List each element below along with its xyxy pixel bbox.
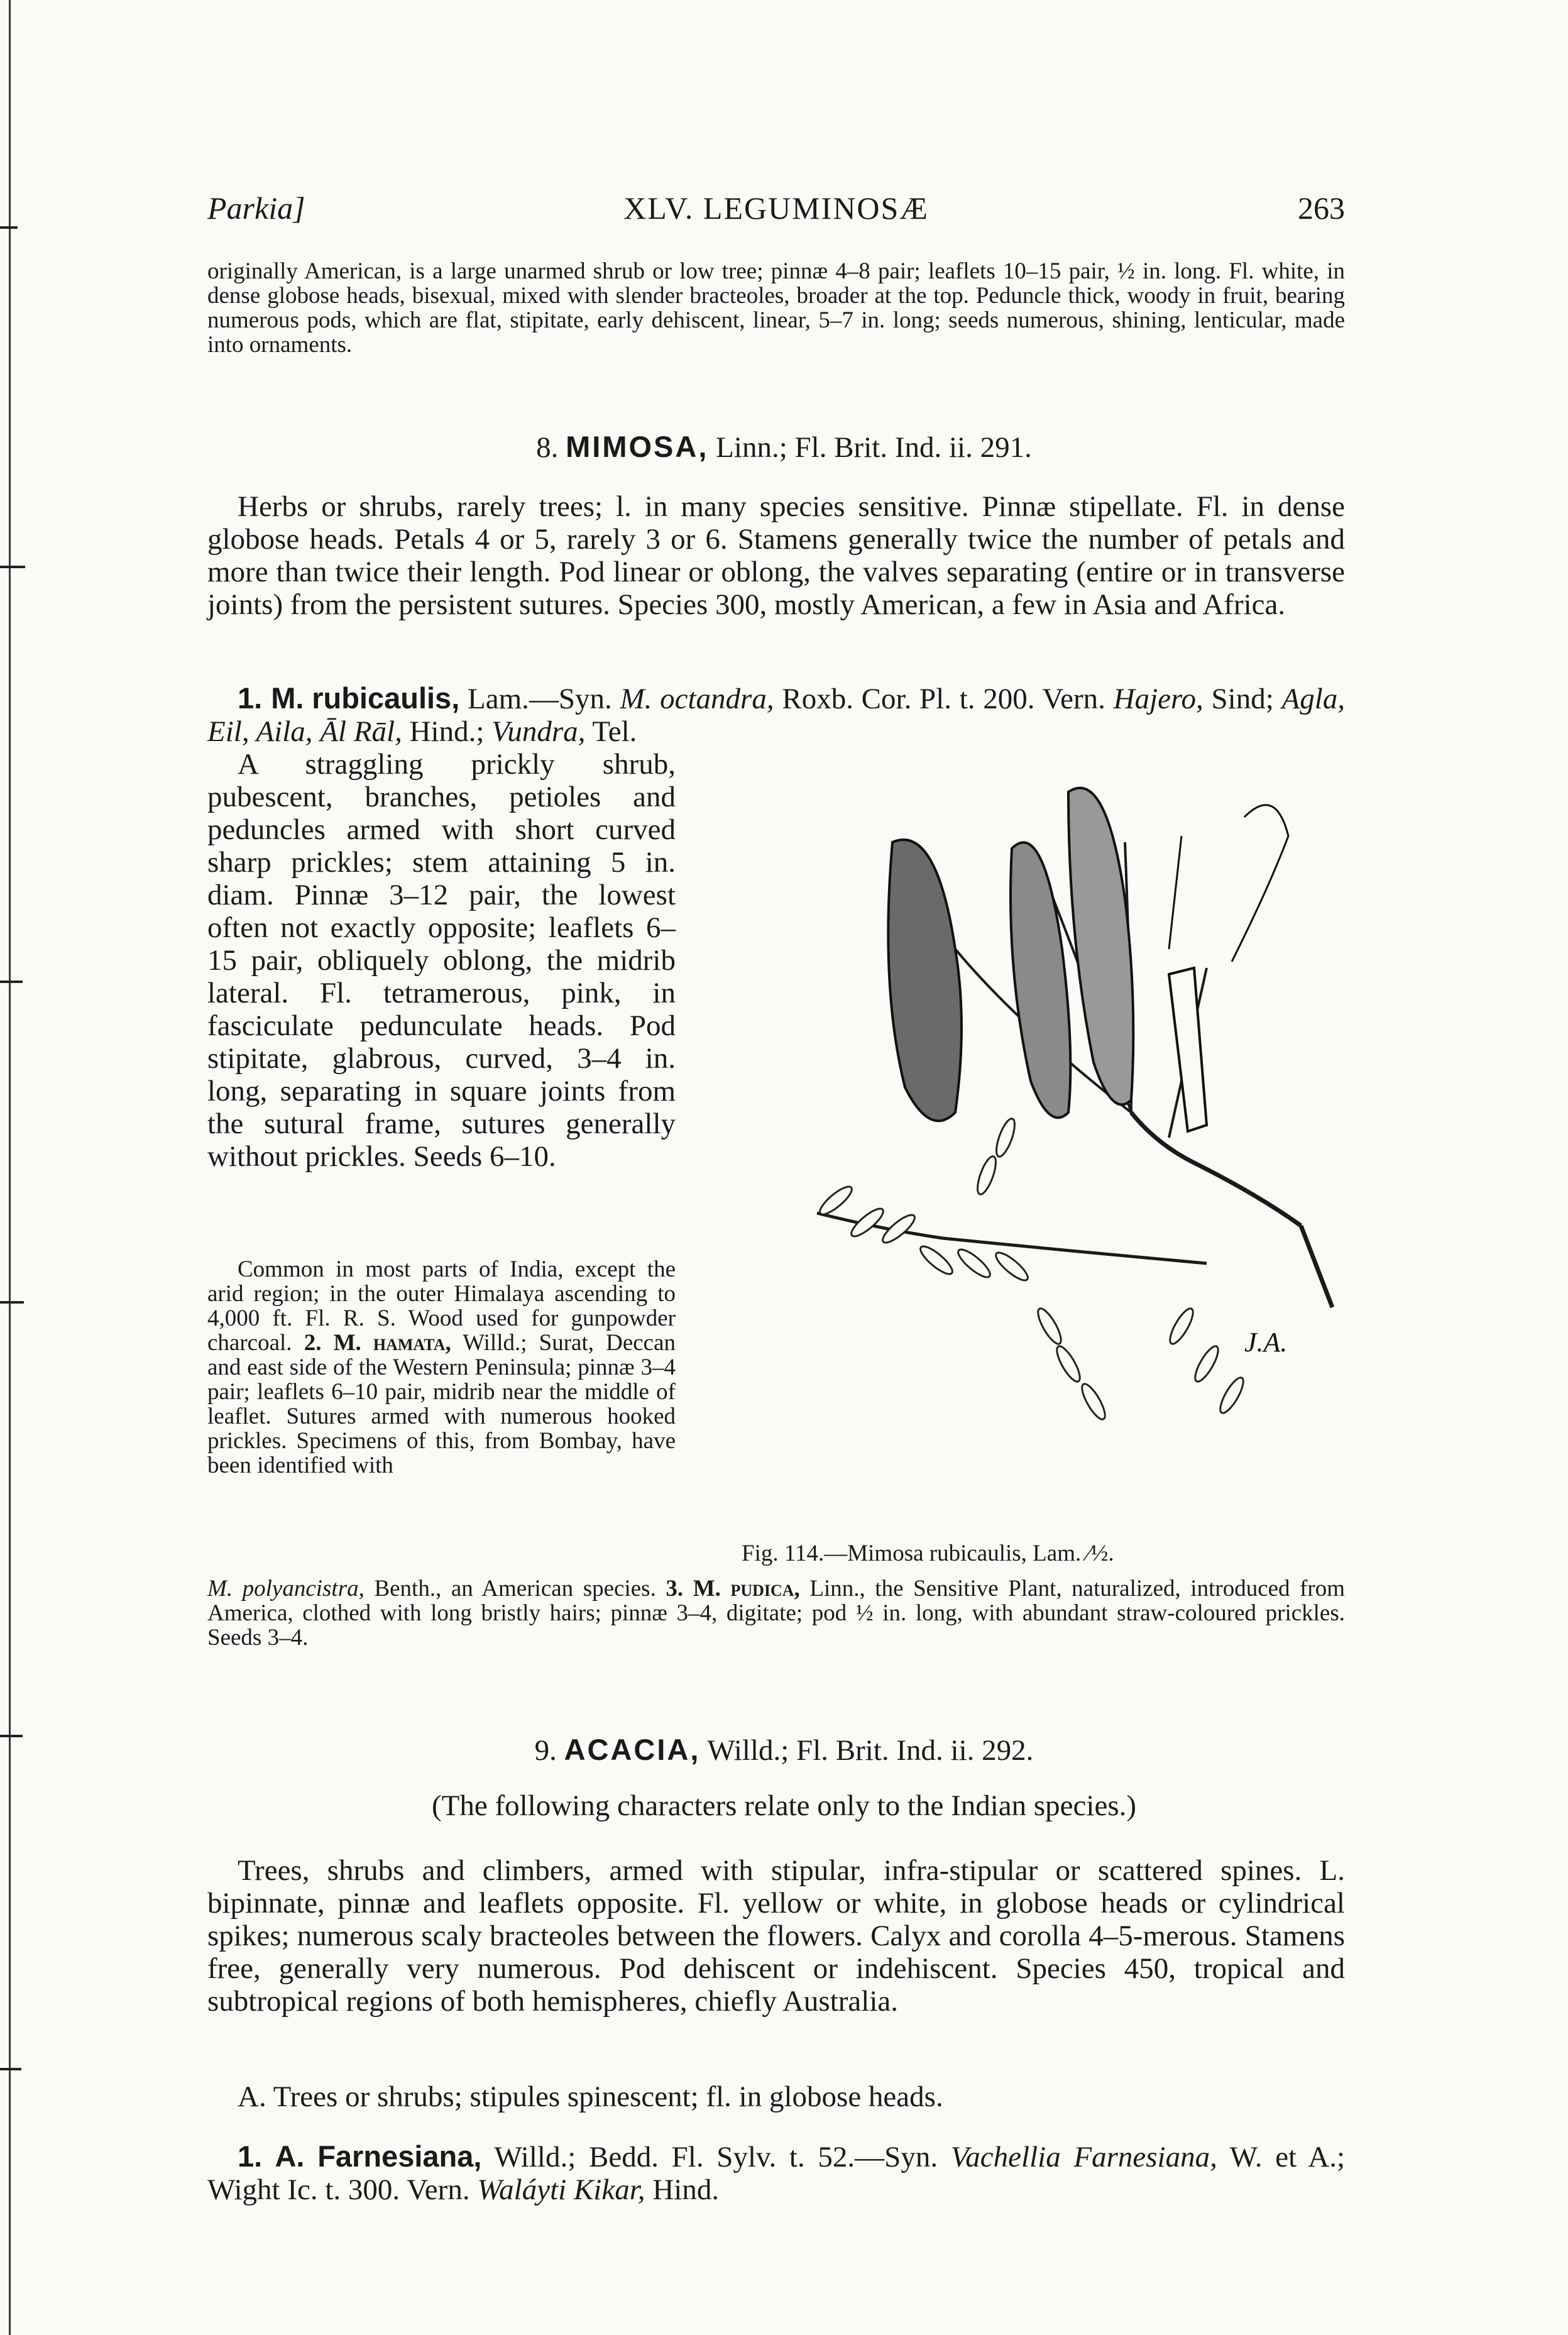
header-section: Parkia] bbox=[207, 190, 305, 226]
intro-paragraph: originally American, is a large unarmed shrub or low tree; pinnæ 4–8 pair; leaflets 10–15 pair, ½ in. long. Fl. white, in dense globose heads, bisexual, mixed with slender bracteoles, broader at the top. Peduncle thick, woody in fruit, bearing numerous pods, which are flat, stipitate, early dehiscent, linear, 5–7 in. long; seeds numerous, shining, lenticular, made into ornaments. bbox=[207, 258, 1345, 358]
acacia-description: Trees, shrubs and climbers, armed with stipular, infra-stipular or scattered spines. L. bipinnate, pinnæ and leaflets opposite. Fl. yellow or white, in globose heads or cylindrical spikes; numerous scaly bracteoles between the flowers. Calyx and corolla 4–5-merous. Stamens free, generally very numerous. Pod dehiscent or indehiscent. Species 450, tropical and subtropical regions of both hemispheres, chiefly Australia. bbox=[207, 1854, 1345, 2018]
leaflet bbox=[955, 1246, 994, 1281]
leaflet bbox=[993, 1117, 1019, 1159]
rubicaulis-notes: Common in most parts of India, except the arid region; in the outer Himalaya ascending to 4,000 ft. Fl. R. S. Wood used for gunpowder charcoal. 2. M. hamata, Willd.; Surat, Deccan and east side of the Western Peninsula; pinnæ 3–4 pair; leaflets 6–10 pair, midrib near the middle of leaflet. Sutures armed with numerous hooked prickles. Specimens of this, from Bombay, have been identified with bbox=[207, 1256, 676, 1478]
mimosa-description: Herbs or shrubs, rarely trees; l. in many species sensitive. Pinnæ stipellate. Fl. in dense globose heads. Petals 4 or 5, rarely 3 or 6. Stamens generally twice the number of petals and more than twice their length. Pod linear or oblong, the valves separating (entire or in transverse joints) from the persistent sutures. Species 300, mostly American, a few in Asia and Africa. bbox=[207, 490, 1345, 621]
leaflet bbox=[1216, 1375, 1247, 1415]
acacia-note: (The following characters relate only to the Indian species.) bbox=[431, 1789, 1137, 1822]
leaflet bbox=[1034, 1305, 1065, 1346]
scan-mark bbox=[0, 226, 18, 229]
rubicaulis-description: A straggling prickly shrub, pubescent, branches, petioles and peduncles armed with short curved sharp prickles; stem attaining 5 in. diam. Pinnæ 3–12 pair, the lowest often not exactly opposite; leaflets 6–15 pair, obliquely oblong, the midrib lateral. Fl. tetramerous, pink, in fasciculate pedunculate heads. Pod stipitate, glabrous, curved, 3–4 in. long, separating in square joints from the sutural frame, sutures generally without prickles. Seeds 6–10. bbox=[207, 748, 676, 1173]
leaflet bbox=[1166, 1305, 1197, 1346]
mimosa-illustration bbox=[691, 761, 1357, 1552]
figure-caption: Fig. 114.—Mimosa rubicaulis, Lam. ⁄½. bbox=[742, 1541, 1114, 1566]
running-header bbox=[207, 190, 1345, 234]
species-heading-rubicaulis: 1. M. rubicaulis, Lam.—Syn. M. octandra, Roxb. Cor. Pl. t. 200. Vern. Hajero, Sind; Agla, Eil, Aila, Āl Rāl, Hind.; Vundra, Tel. bbox=[207, 681, 1346, 748]
detail-sketch bbox=[1169, 836, 1181, 949]
genus-heading-acacia: 9. ACACIA, Willd.; Fl. Brit. Ind. ii. 292. bbox=[534, 1733, 1034, 1767]
seed-pod bbox=[1068, 788, 1133, 1105]
leaflet bbox=[1053, 1343, 1083, 1384]
scan-edge bbox=[9, 0, 11, 2335]
genus-heading-mimosa: 8. MIMOSA, Linn.; Fl. Brit. Ind. ii. 291. bbox=[536, 430, 1032, 464]
leaflet bbox=[974, 1155, 1000, 1197]
detail-sketch bbox=[1232, 805, 1288, 962]
scan-mark bbox=[0, 2068, 21, 2070]
seed-pod bbox=[1011, 842, 1070, 1118]
page-number: 263 bbox=[1298, 190, 1345, 226]
stem-lower bbox=[1301, 1226, 1332, 1307]
acacia-section-a: A. Trees or shrubs; stipules spinescent; fl. in globose heads. bbox=[238, 2080, 943, 2113]
mimosa-other-species: M. polyancistra, Benth., an American species. 3. M. pudica, Linn., the Sensitive Plant, naturalized, introduced from America, clothed with long bristly hairs; pinnæ 3–4, digitate; pod ½ in. long, with abundant straw-coloured prickles. Seeds 3–4. bbox=[207, 1576, 1346, 1651]
leaflet bbox=[1191, 1343, 1222, 1384]
seed-pod bbox=[888, 840, 962, 1121]
leaflet bbox=[917, 1243, 956, 1278]
leaflet bbox=[1078, 1381, 1109, 1422]
leaflet bbox=[992, 1249, 1031, 1284]
species-heading-farnesiana: 1. A. Farnesiana, Willd.; Bedd. Fl. Sylv. t. 52.—Syn. Vachellia Farnesiana, W. et A.; Wight Ic. t. 300. Vern. Waláyti Kikar, Hind. bbox=[207, 2140, 1346, 2206]
leaflet bbox=[816, 1183, 855, 1218]
scan-mark bbox=[0, 981, 23, 983]
scan-mark bbox=[0, 1301, 24, 1304]
main-stem bbox=[1131, 1113, 1301, 1226]
scan-mark bbox=[0, 566, 25, 568]
artist-signature: J.A. bbox=[1244, 1327, 1288, 1358]
header-title: XLV. LEGUMINOSÆ bbox=[623, 190, 929, 226]
